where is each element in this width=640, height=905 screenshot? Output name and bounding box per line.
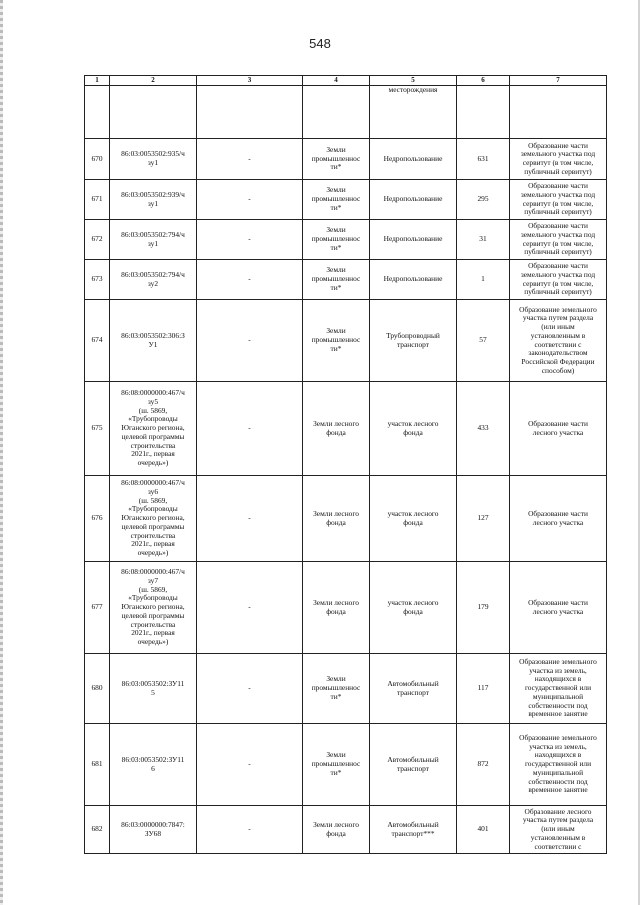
cell-area: 401 [457, 806, 510, 854]
cell-col3: - [197, 806, 303, 854]
cell-row-number: 677 [85, 562, 110, 654]
cell-row-number: 680 [85, 654, 110, 724]
cell-use-type: Недропользование [370, 220, 457, 260]
cell-land-category: Земли промышленнос ти* [303, 260, 370, 300]
cell-use-type: участок лесного фонда [370, 476, 457, 562]
cell-col3: - [197, 139, 303, 180]
cell-purpose: Образование лесного участка путем раздела (или иным установленным в соответствии с [510, 806, 607, 854]
scan-edge-left [0, 0, 3, 905]
cell-row-number: 675 [85, 382, 110, 476]
cell-area: 631 [457, 139, 510, 180]
cell-purpose: Образование земельного участка путем раздела (или иным установленным в соответствии с законодательством Российской Федерации способом) [510, 300, 607, 382]
cell-use-type: Автомобильный транспорт [370, 654, 457, 724]
cell-row-number: 672 [85, 220, 110, 260]
cell-area: 872 [457, 724, 510, 806]
cell-cadastral-number: 86:03:0053502:ЗУ11 6 [110, 724, 197, 806]
cell-purpose: Образование части лесного участка [510, 382, 607, 476]
column-number: 4 [303, 76, 370, 86]
cell-area: 57 [457, 300, 510, 382]
cell-use-type: Недропользование [370, 180, 457, 220]
cell-use-type: участок лесного фонда [370, 382, 457, 476]
cell-purpose: Образование земельного участка из земель, находящихся в государственной или муниципальной собственности под временное занятие [510, 654, 607, 724]
cell-col3: - [197, 562, 303, 654]
cell-col3: - [197, 180, 303, 220]
cell-row-number: 676 [85, 476, 110, 562]
cell-purpose: Образование части лесного участка [510, 562, 607, 654]
cell-use-type: Автомобильный транспорт*** [370, 806, 457, 854]
table-row [85, 562, 607, 654]
land-plots-table [84, 75, 607, 854]
cell-land-category: Земли лесного фонда [303, 562, 370, 654]
cell-land-category: Земли лесного фонда [303, 806, 370, 854]
cell-cadastral-number: 86:08:0000000:467/ч зу6 (ш. 5869, «Трубопроводы Юганского региона, целевой программы строительства 2021г., первая очередь») [110, 476, 197, 562]
cell-purpose: Образование части земельного участка под сервитут (в том числе, публичный сервитут) [510, 180, 607, 220]
cell-row-number: 674 [85, 300, 110, 382]
cell-land-category: Земли промышленнос ти* [303, 139, 370, 180]
cell-cadastral-number: 86:03:0053502:794/ч зу2 [110, 260, 197, 300]
cell-empty [510, 86, 607, 139]
cell-empty [110, 86, 197, 139]
column-number: 5 [370, 76, 457, 86]
cell-col3: - [197, 476, 303, 562]
column-number: 3 [197, 76, 303, 86]
page-number: 548 [309, 36, 331, 51]
cell-purpose: Образование части лесного участка [510, 476, 607, 562]
cell-use-type: Недропользование [370, 139, 457, 180]
table-row [85, 382, 607, 476]
cell-area: 433 [457, 382, 510, 476]
cell-col3: - [197, 260, 303, 300]
table-row [85, 300, 607, 382]
column-number: 6 [457, 76, 510, 86]
cell-empty [303, 86, 370, 139]
column-number: 7 [510, 76, 607, 86]
column-number: 1 [85, 76, 110, 86]
cell-purpose: Образование части земельного участка под сервитут (в том числе, публичный сервитут) [510, 220, 607, 260]
table-row [85, 139, 607, 180]
table-row [85, 476, 607, 562]
cell-land-category: Земли промышленнос ти* [303, 220, 370, 260]
cell-land-category: Земли промышленнос ти* [303, 654, 370, 724]
cell-empty [197, 86, 303, 139]
table-row [85, 260, 607, 300]
cell-col3: - [197, 724, 303, 806]
cell-area: 31 [457, 220, 510, 260]
cell-row-number: 681 [85, 724, 110, 806]
table-row [85, 654, 607, 724]
table-row [85, 724, 607, 806]
cell-use-type: месторождения [370, 86, 457, 139]
continuation-row [85, 86, 607, 139]
cell-use-type: Трубопроводный транспорт [370, 300, 457, 382]
cell-col3: - [197, 654, 303, 724]
cell-col3: - [197, 382, 303, 476]
cell-purpose: Образование земельного участка из земель, находящихся в государственной или муниципальной собственности под временное занятие [510, 724, 607, 806]
cell-cadastral-number: 86:03:0053502:794/ч зу1 [110, 220, 197, 260]
cell-area: 295 [457, 180, 510, 220]
cell-land-category: Земли промышленнос ти* [303, 180, 370, 220]
cell-purpose: Образование части земельного участка под сервитут (в том числе, публичный сервитут) [510, 260, 607, 300]
cell-land-category: Земли промышленнос ти* [303, 300, 370, 382]
cell-row-number: 671 [85, 180, 110, 220]
cell-use-type: Автомобильный транспорт [370, 724, 457, 806]
cell-row-number: 670 [85, 139, 110, 180]
cell-cadastral-number: 86:08:0000000:467/ч зу7 (ш. 5869, «Трубопроводы Юганского региона, целевой программы строительства 2021г., первая очередь») [110, 562, 197, 654]
cell-cadastral-number: 86:08:0000000:467/ч зу5 (ш. 5869, «Трубопроводы Юганского региона, целевой программы строительства 2021г., первая очередь») [110, 382, 197, 476]
cell-row-number: 673 [85, 260, 110, 300]
cell-area: 127 [457, 476, 510, 562]
cell-land-category: Земли промышленнос ти* [303, 724, 370, 806]
cell-cadastral-number: 86:03:0000000:7847: ЗУ68 [110, 806, 197, 854]
cell-cadastral-number: 86:03:0053502:939/ч зу1 [110, 180, 197, 220]
cell-cadastral-number: 86:03:0053502:ЗУ11 5 [110, 654, 197, 724]
cell-cadastral-number: 86:03:0053502:935/ч зу1 [110, 139, 197, 180]
table-row [85, 220, 607, 260]
cell-area: 117 [457, 654, 510, 724]
column-number: 2 [110, 76, 197, 86]
cell-use-type: участок лесного фонда [370, 562, 457, 654]
table-row [85, 180, 607, 220]
cell-empty [85, 86, 110, 139]
cell-col3: - [197, 220, 303, 260]
cell-purpose: Образование части земельного участка под сервитут (в том числе, публичный сервитут) [510, 139, 607, 180]
cell-row-number: 682 [85, 806, 110, 854]
cell-area: 179 [457, 562, 510, 654]
table-row [85, 806, 607, 854]
cell-land-category: Земли лесного фонда [303, 382, 370, 476]
cell-land-category: Земли лесного фонда [303, 476, 370, 562]
cell-empty [457, 86, 510, 139]
cell-area: 1 [457, 260, 510, 300]
cell-use-type: Недропользование [370, 260, 457, 300]
cell-col3: - [197, 300, 303, 382]
column-number-header-row [85, 76, 607, 86]
cell-cadastral-number: 86:03:0053502:306:З У1 [110, 300, 197, 382]
